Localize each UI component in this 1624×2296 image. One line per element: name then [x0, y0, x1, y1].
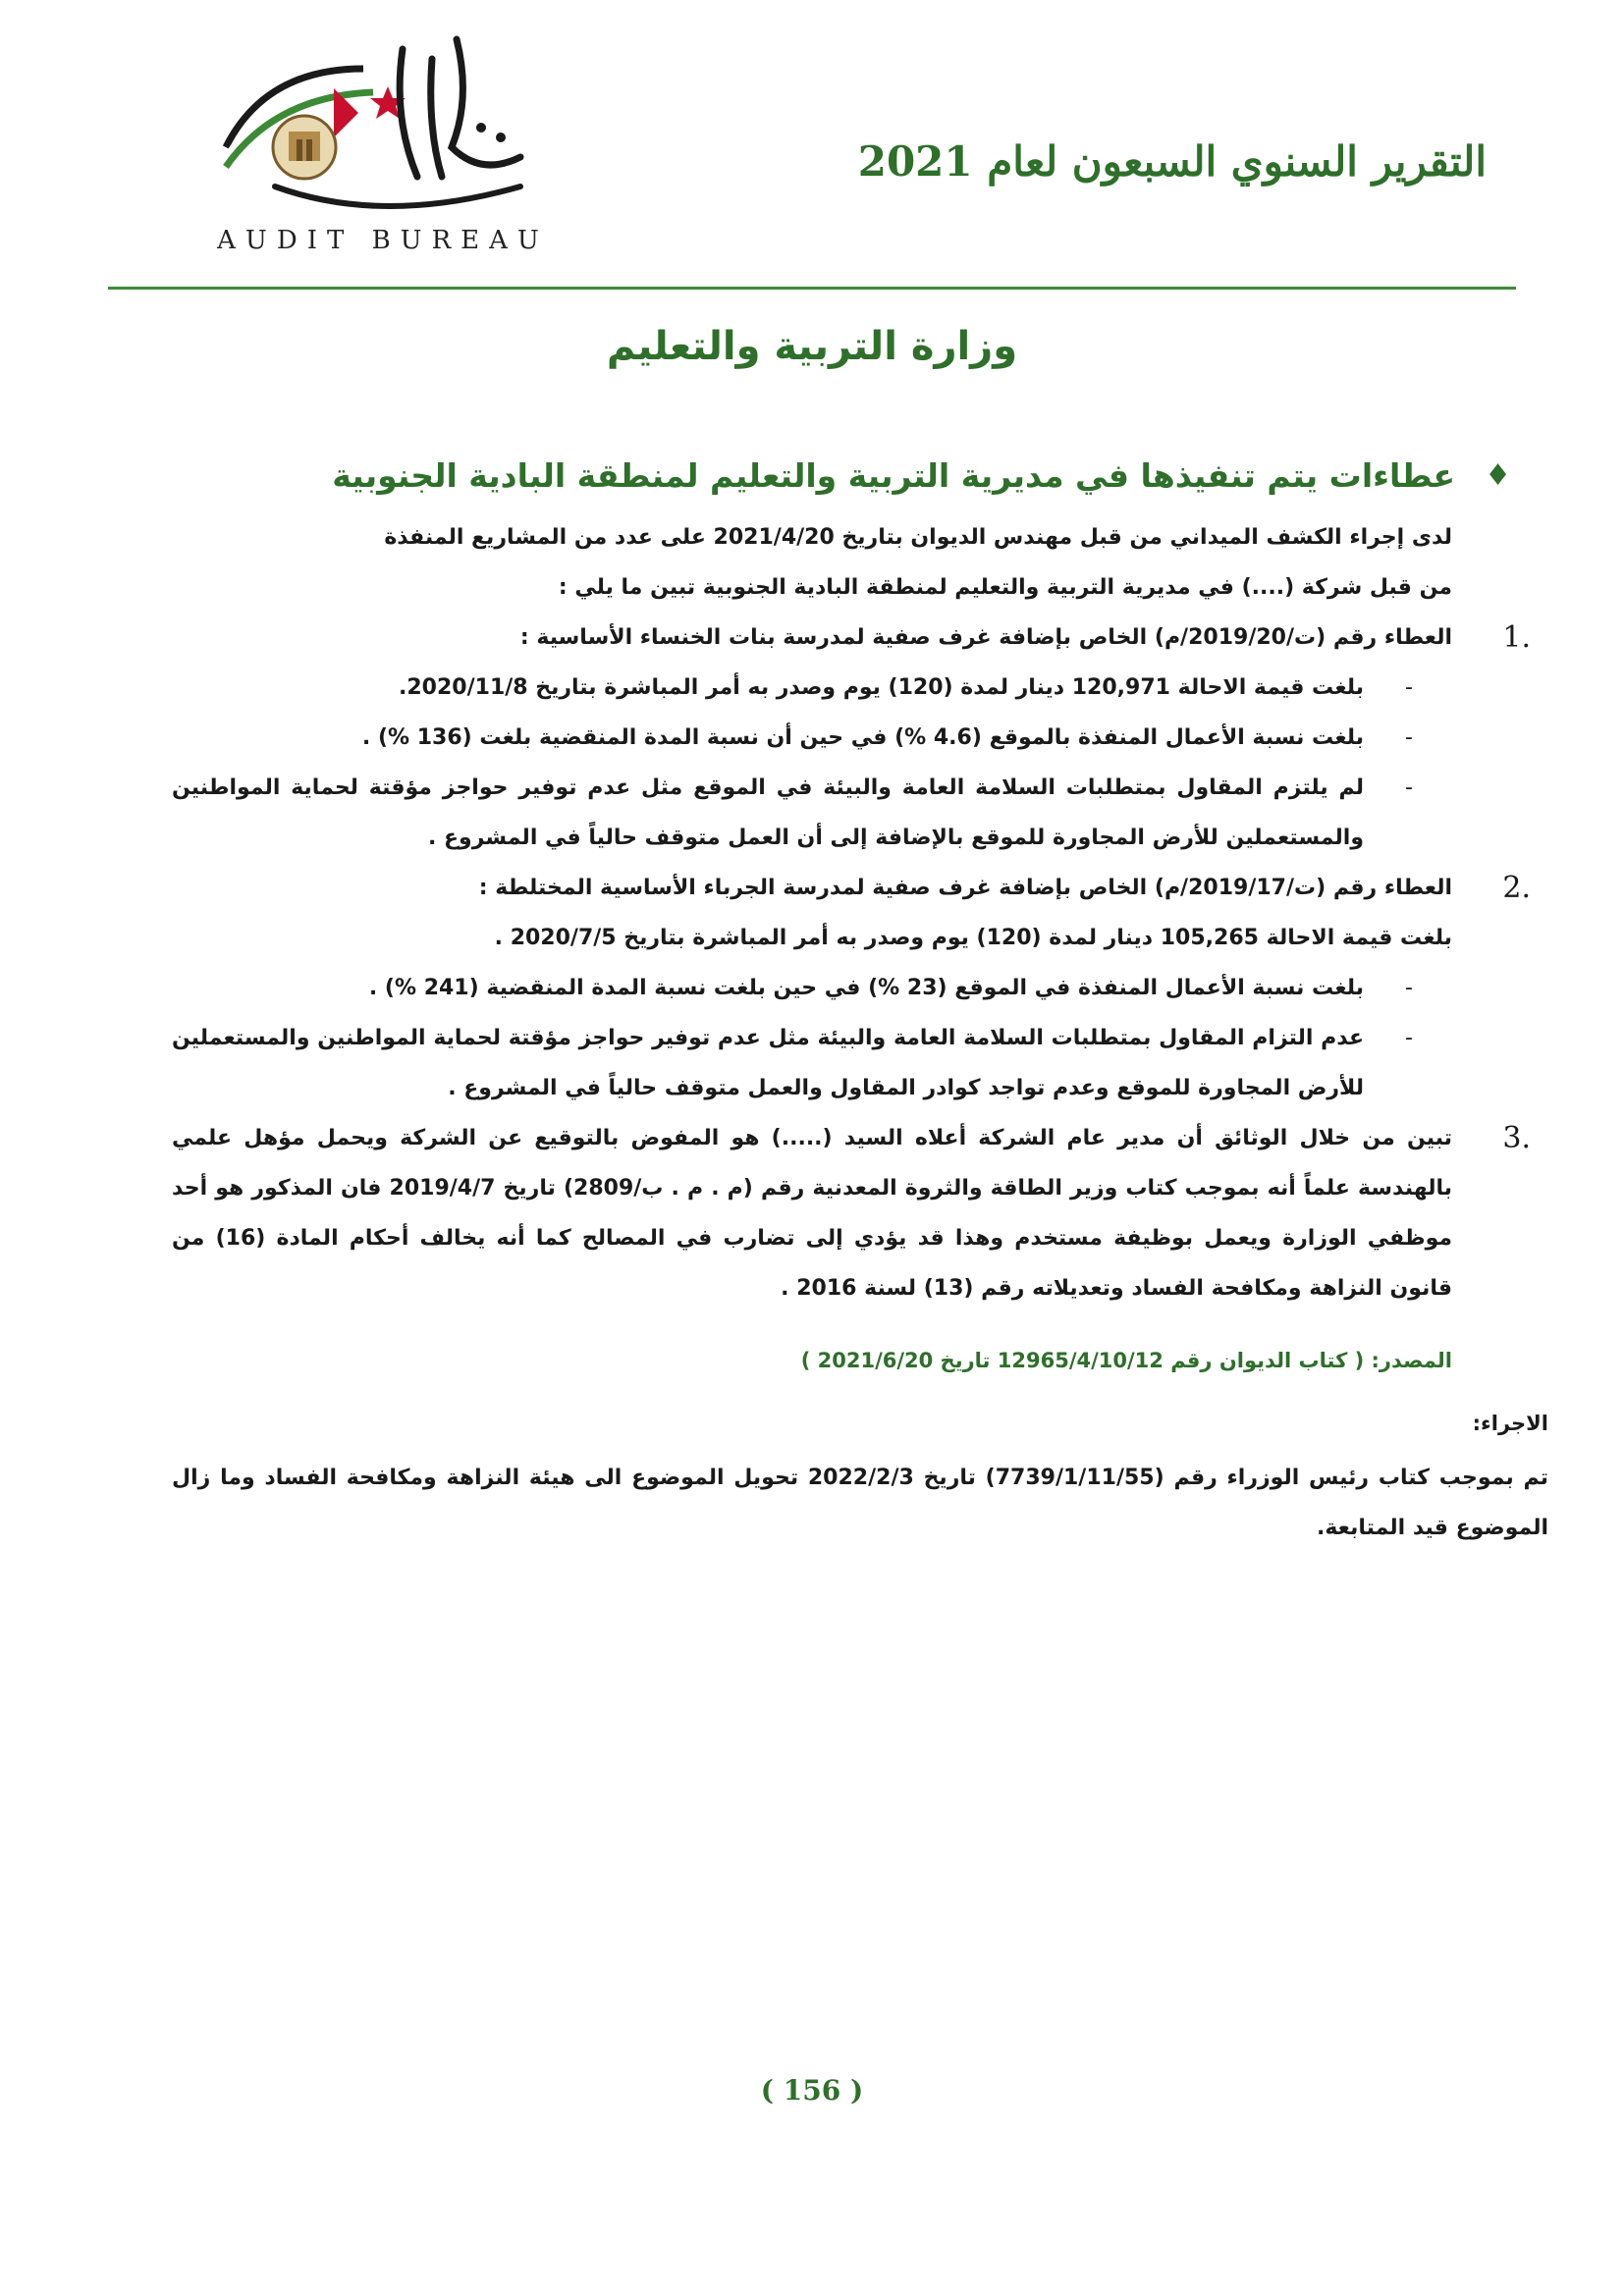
item-extra-line: بلغت قيمة الاحالة 105,265 دينار لمدة (120) يوم وصدر به أمر المباشرة بتاريخ 2020/7/5 . [494, 926, 1452, 950]
main-content [172, 456, 1549, 1553]
dash-bullet-icon: - [1405, 1026, 1413, 1050]
source-reference: المصدر: ( كتاب الديوان رقم 12965/4/10/12 تاريخ 2021/6/20 ) [800, 1349, 1452, 1372]
item-number: 3. [1502, 1121, 1531, 1155]
intro-line-2: من قبل شركة (....) في مديرية التربية والتعليم لمنطقة البادية الجنوبية تبين ما يلي : [558, 575, 1452, 600]
dash-bullet-icon: - [1405, 725, 1413, 750]
item-text: تبين من خلال الوثائق أن مدير عام الشركة أعلاه السيد (.....) هو المفوض بالتوقيع عن الشركة ويحمل مؤهل علمي بالهندسة علماً أنه بموجب كتاب وزير الطاقة والثروة المعدنية رقم (م . م . ب/2809) تاريخ 2019/4/7 فان المذكور هو أحد موظفي الوزارة ويعمل بوظيفة مستخدم وهذا قد يؤدي إلى تضارب في المصالح كما أنه يخالف أحكام المادة (16) من قانون النزاهة ومكافحة الفساد وتعديلاته رقم (13) لسنة 2016 . [172, 1126, 1453, 1301]
section-heading [172, 456, 1511, 495]
dash-bullet-icon: - [1405, 675, 1413, 700]
bullet-item: - لم يلتزم المقاول بمتطلبات السلامة العامة والبيئة في الموقع مثل عدم توفير حواجز مؤقتة لحماية المواطنين والمستعملين للأرض المجاورة للموقع بالإضافة إلى أن العمل متوقف حالياً في المشروع . [172, 763, 1364, 863]
finding-item-3 [172, 1113, 1531, 1313]
intro-line-1: لدى إجراء الكشف الميداني من قبل مهندس الديوان بتاريخ 2021/4/20 على عدد من المشاريع المنفذة [384, 525, 1452, 550]
logo-caption: AUDIT BUREAU [217, 226, 549, 255]
header-divider [108, 287, 1516, 290]
report-title: التقرير السنوي السبعون لعام 2021 [857, 137, 1487, 186]
audit-bureau-logo [187, 29, 579, 255]
action-text: تم بموجب كتاب رئيس الوزراء رقم (7739/1/11/55) تاريخ 2022/2/3 تحويل الموضوع الى هيئة النزاهة ومكافحة الفساد وما زال الموضوع قيد المتابعة. [172, 1466, 1549, 1540]
item-number: 2. [1502, 871, 1531, 905]
bullet-item: - بلغت نسبة الأعمال المنفذة بالموقع (4.6 %) في حين أن نسبة المدة المنقضية بلغت (136 %) . [172, 713, 1364, 763]
item-title: العطاء رقم (ت/2019/20/م) الخاص بإضافة غرف صفية لمدرسة بنات الخنساء الأساسية : [519, 625, 1452, 650]
item-number: 1. [1502, 620, 1531, 655]
dash-bullet-icon: - [1405, 775, 1413, 800]
bullet-item: - بلغت نسبة الأعمال المنفذة في الموقع (23 %) في حين بلغت نسبة المدة المنقضية (241 %) . [172, 963, 1364, 1013]
ministry-title: وزارة التربية والتعليم [606, 324, 1018, 369]
finding-item-2 [172, 863, 1531, 1113]
page-number: ( 156 ) [760, 2074, 864, 2107]
finding-item-1 [172, 613, 1531, 863]
bullet-item: - عدم التزام المقاول بمتطلبات السلامة العامة والبيئة مثل عدم توفير حواجز مؤقتة لحماية المواطنين والمستعملين للأرض المجاورة للموقع وعدم تواجد كوادر المقاول والعمل متوقف حالياً في المشروع . [172, 1013, 1364, 1113]
item-title: العطاء رقم (ت/2019/17/م) الخاص بإضافة غرف صفية لمدرسة الجرباء الأساسية المختلطة : [478, 876, 1452, 900]
diamond-bullet-icon: ♦ [1485, 458, 1511, 493]
logo-emblem-icon [187, 29, 579, 236]
bullet-item: - بلغت قيمة الاحالة 120,971 دينار لمدة (120) يوم وصدر به أمر المباشرة بتاريخ 2020/11/8. [172, 663, 1364, 713]
section-heading-text: عطاءات يتم تنفيذها في مديرية التربية والتعليم لمنطقة البادية الجنوبية [332, 456, 1456, 495]
action-title: الاجراء: [1472, 1412, 1548, 1435]
page-header [108, 29, 1516, 285]
dash-bullet-icon: - [1405, 976, 1413, 1000]
